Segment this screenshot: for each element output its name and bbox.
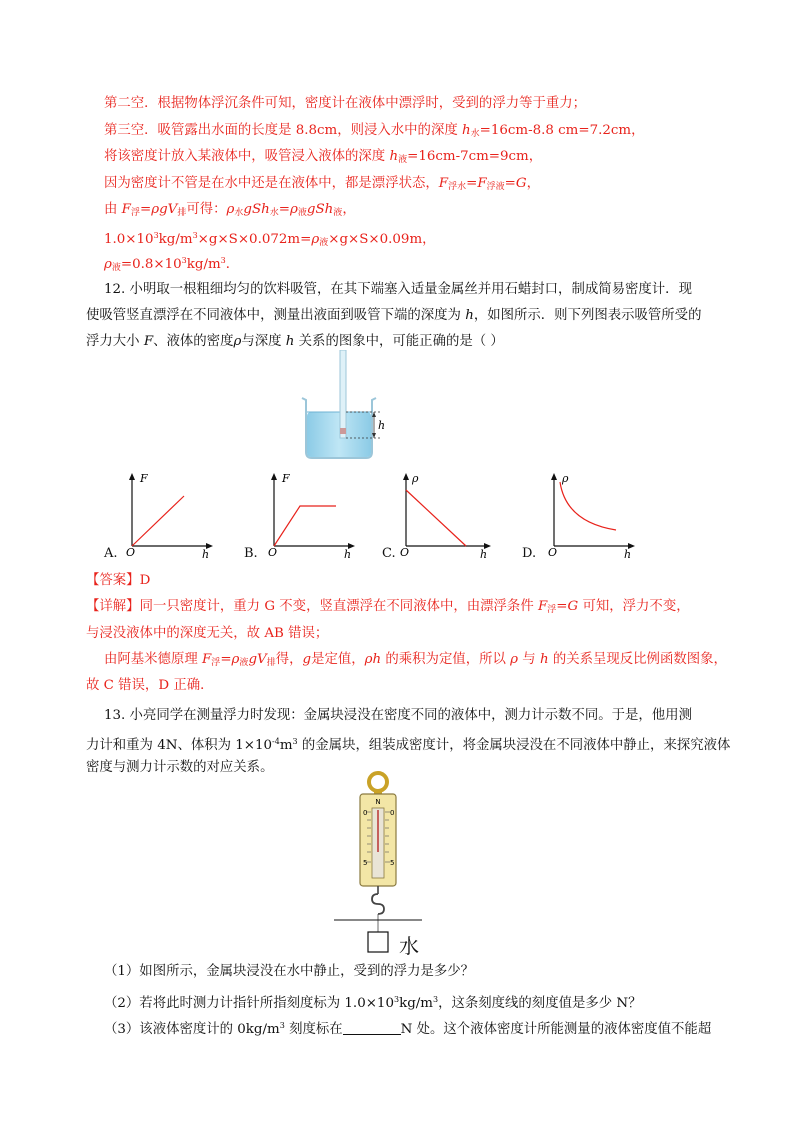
water-label: 水 bbox=[399, 934, 419, 958]
water bbox=[307, 412, 371, 457]
scale-unit-label: N bbox=[375, 798, 381, 806]
beaker-figure bbox=[300, 350, 400, 462]
solution-line-2: 第三空．吸管露出水面的长度是 8.8cm，则浸入水中的深度 $h_水=16cm-8.8$ cm=7.2cm， bbox=[104, 123, 645, 139]
option-b-graph bbox=[260, 468, 360, 560]
q13-line-2: 力计和重为 4N、体积为 $1\times 10^{-4}m^3$ 的金属块，组装成密度计，将金属块浸没在不同液体中静止，来探究液体 bbox=[86, 737, 731, 753]
option-d-curve bbox=[560, 482, 616, 530]
option-c-graph bbox=[396, 468, 496, 560]
scale-ring bbox=[369, 773, 387, 791]
option-c-line bbox=[406, 490, 466, 546]
solution-line-4: 因为密度计不管是在水中还是在液体中，都是漂浮状态，$F_{浮水}=F_{浮液}=G$， bbox=[104, 176, 540, 192]
q12-detail-line-4: 故 C 错误，D 正确． bbox=[86, 678, 214, 693]
option-c-letter: C. bbox=[382, 546, 396, 561]
q12-line-3: 浮力大小 F、液体的密度ρ与深度 h 关系的图象中，可能正确的是（ ） bbox=[86, 334, 504, 349]
option-c-xlabel: h bbox=[480, 548, 488, 560]
scale-hook bbox=[372, 894, 384, 914]
option-b-origin: O bbox=[268, 546, 278, 559]
option-d-graph bbox=[540, 468, 640, 560]
option-b-letter: B. bbox=[244, 546, 258, 561]
metal-wire-plug bbox=[340, 428, 346, 434]
solution-line-6: $1.0\times 10^3kg/m^3\times g\times S\times 0.072m=\rho_液\times g\times S\times 0.09m$， bbox=[104, 231, 436, 248]
answer-blank[interactable] bbox=[343, 1022, 401, 1035]
scale-tick-right-0: 0 bbox=[390, 809, 395, 817]
option-b-xlabel: h bbox=[344, 548, 352, 560]
option-c-origin: O bbox=[400, 546, 410, 559]
q13-sub-2: （2）若将此时测力计指针所指刻度标为 $1.0\times 10^3kg/m^3$，这条刻度线的刻度值是多少 N？ bbox=[104, 995, 642, 1011]
metal-block bbox=[368, 932, 388, 952]
option-a-origin: O bbox=[126, 546, 136, 559]
q12-line-2: 使吸管竖直漂浮在不同液体中，测量出液面到吸管下端的深度为 h，如图所示．则下列图表示吸管所受的 bbox=[86, 308, 702, 323]
q12-answer: 【答案】D bbox=[86, 573, 151, 588]
q13-line-1: 13. 小亮同学在测量浮力时发现：金属块浸没在密度不同的液体中，测力计示数不同。于是，他用测 bbox=[104, 708, 692, 723]
straw bbox=[340, 350, 346, 438]
solution-line-1: 第二空．根据物体浮沉条件可知，密度计在液体中漂浮时，受到的浮力等于重力； bbox=[104, 96, 587, 111]
option-a-line bbox=[132, 496, 184, 546]
option-b-ylabel: F bbox=[282, 472, 290, 485]
option-a-graph bbox=[118, 468, 218, 560]
scale-tick-right-5: 5 bbox=[390, 859, 395, 867]
beaker-h-label: h bbox=[378, 419, 386, 432]
q12-line-1: 12. 小明取一根粗细均匀的饮料吸管，在其下端塞入适量金属丝并用石蜡封口，制成简易密度计．现 bbox=[104, 282, 692, 297]
q13-sub-3: （3）该液体密度计的 $0kg/m^3$ 刻度标在 N 处。这个液体密度计所能测量的液体密度值不能超 bbox=[104, 1021, 712, 1037]
q12-detail-line-2: 与浸没液体中的深度无关，故 AB 错误； bbox=[86, 626, 329, 641]
option-d-ylabel: ρ bbox=[562, 472, 569, 485]
solution-line-7: $\rho_液=0.8\times 10^3kg/m^3$． bbox=[104, 256, 240, 273]
q13-line-3: 密度与测力计示数的对应关系。 bbox=[86, 760, 274, 775]
option-d-xlabel: h bbox=[624, 548, 632, 560]
spring-scale-figure bbox=[330, 770, 460, 960]
option-d-origin: O bbox=[548, 546, 558, 559]
scale-tick-left-0: 0 bbox=[363, 809, 368, 817]
q12-detail-line-3: 由阿基米德原理 $F_浮=\rho_液gV_排$得，g是定值，ρh 的乘积为定值，所以 ρ 与 h 的关系呈现反比例函数图象， bbox=[104, 652, 727, 668]
q12-detail-line-1: 【详解】同一只密度计，重力 G 不变，竖直漂浮在不同液体中，由漂浮条件 $F_浮=G$ 可知，浮力不变， bbox=[86, 599, 690, 615]
option-a-ylabel: F bbox=[140, 472, 148, 485]
scale-tick-left-5: 5 bbox=[363, 859, 368, 867]
solution-line-5: 由 $F_浮=\rho gV_排$可得：$\rho_水gSh_水=\rho_液gSh_液$， bbox=[104, 202, 356, 218]
solution-line-3: 将该密度计放入某液体中，吸管浸入液体的深度 $h_液=16cm-7cm=9cm$， bbox=[104, 149, 543, 165]
q13-sub-1: （1）如图所示，金属块浸没在水中静止，受到的浮力是多少？ bbox=[104, 964, 475, 979]
option-a-xlabel: h bbox=[202, 548, 210, 560]
option-b-line bbox=[274, 506, 336, 546]
option-c-ylabel: ρ bbox=[412, 472, 419, 485]
option-a-letter: A. bbox=[104, 546, 118, 561]
option-d-letter: D. bbox=[522, 546, 537, 561]
